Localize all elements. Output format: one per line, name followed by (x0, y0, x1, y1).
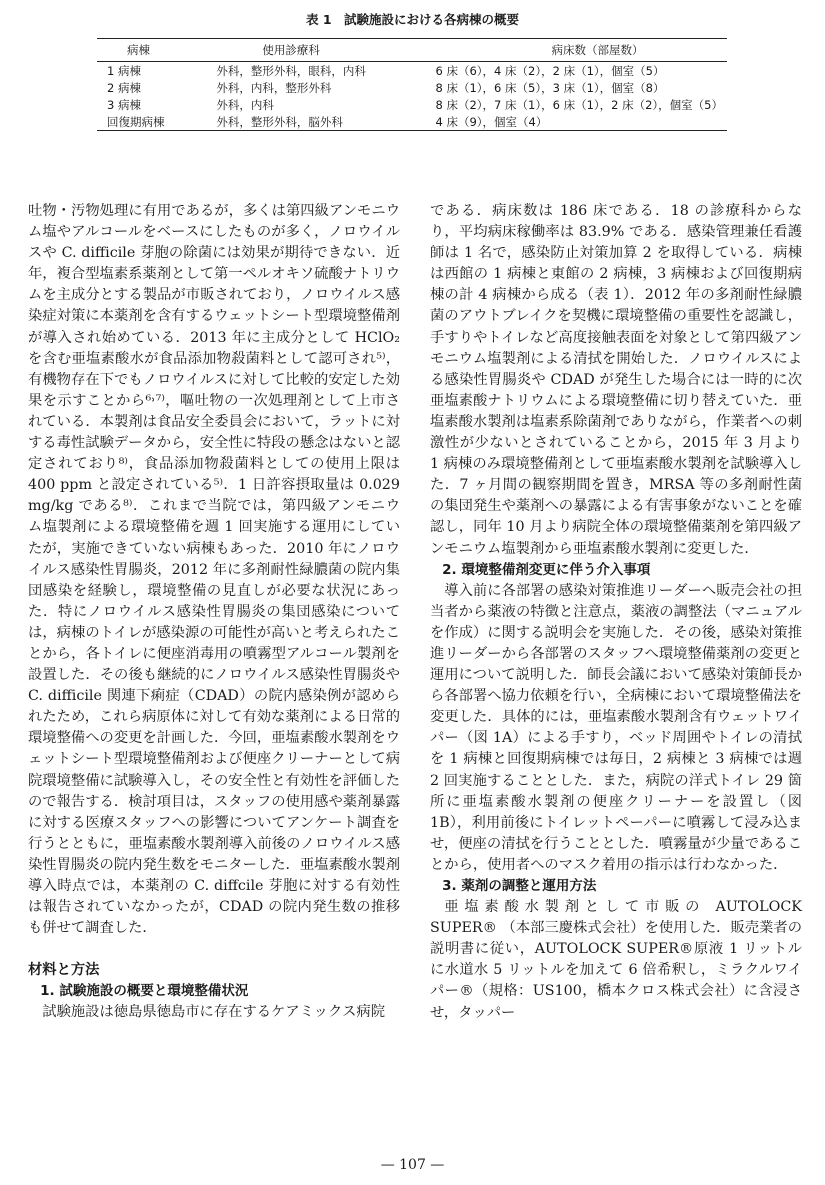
header-beds: 病床数（部屋数） (432, 39, 727, 62)
cell-departments: 外科，内科 (216, 97, 274, 112)
table-row (97, 96, 727, 113)
cell-ward: 1 病棟 (107, 63, 141, 78)
table-row (97, 113, 727, 131)
page-number: — 107 — (380, 1157, 445, 1173)
header-departments: 使用診療科 (212, 39, 431, 62)
cell-beds: 4 床（9），個室（4） (435, 114, 548, 129)
spacer (28, 939, 400, 960)
cell-ward: 3 病棟 (107, 97, 141, 112)
ward-table (97, 38, 727, 131)
cell-beds: 8 床（2），7 床（1），6 床（1），2 床（2），個室（5） (435, 97, 723, 112)
header-ward: 病棟 (97, 39, 212, 62)
table-title: 表 1 試験施設における各病棟の概要 (305, 12, 520, 27)
cell-ward: 2 病棟 (107, 80, 141, 95)
cell-ward: 回復期病棟 (107, 114, 165, 129)
cell-departments: 外科，整形外科，脳外科 (216, 114, 343, 129)
table-header-row (97, 39, 727, 62)
paragraph: 亜塩素酸水製剤として市販の AUTOLOCK SUPER® （本部三慶株式会社）を使用した．販売業者の説明書に従い，AUTOLOCK SUPER®原液 1 リットルに水道水 5 リットルを加えて 6 倍希釈し，ミラクルワイパー®（規格：US100，橋本クロス株式会社）に含浸させ，タッパー (430, 899, 817, 1021)
cell-beds: 6 床（6），4 床（2），2 床（1），個室（5） (435, 63, 665, 78)
right-column (430, 201, 817, 1024)
left-column (28, 201, 400, 1024)
cell-beds: 8 床（1），6 床（5），3 床（1），個室（8） (435, 80, 665, 95)
subsection-heading-2: 2. 環境整備剤変更に伴う介入事項 (442, 561, 651, 578)
intro-paragraph: 吐物・汚物処理に有用であるが，多くは第四級アンモニウム塩やアルコールをベースにしたものが多く，ノロウイルスや C. difficile 芽胞の除菌には効果が期待できない．近年，複合型塩素系薬剤として第一ペルオキソ硫酸ナトリウムを主成分とする製品が市販されており，ノロウイルス感染症対策に本薬剤を含有するウェットシート型環境整備剤が導入され始めている．2013 年に主成分として HClO₂ を含む亜塩素酸水が食品添加物殺菌料として認可され⁵⁾，有機物存在下でもノロウイルスに対して比較的安定した効果を示すことから⁶˒⁷⁾，嘔吐物の一次処理剤として上市されている．本製剤は食品安全委員会において，ラットに対する毒性試験データから，安全性に特段の懸念はないと認定されており⁸⁾，食品添加物殺菌料としての使用上限は 400 ppm と設定されている⁵⁾．1 日許容摂取量は 0.029 mg/kg である⁸⁾．これまで当院では，第四級アンモニウム塩製剤による環境整備を週 1 回実施する運用にしていたが，実施できていない病棟もあった．2010 年にノロウイルス感染性胃腸炎，2012 年に多剤耐性緑膿菌の院内集団感染を経験し，環境整備の見直しが必要な状況にあった．特にノロウイルス感染性胃腸炎の集団感染については，病棟のトイレが感染源の可能性が高いと考えられたことから，各トイレに便座消毒用の噴霧型アルコール製剤を設置した．その後も継続的にノロウイルス感染性胃腸炎や C. difficile 関連下痢症（CDAD）の院内感染例が認められたため，これら病原体に対して有効な薬剤による日常的環境整備への変更を計画した．今回，亜塩素酸水製剤をウェットシート型環境整備剤および便座クリーナーとして病院環境整備に試験導入し，その安全性と有効性を評価したので報告する．検討項目は，スタッフの使用感や薬剤暴露に対する医療スタッフへの影響についてアンケート調査を行うとともに，亜塩素酸水製剤導入前後のノロウイルス感染性胃腸炎の院内発生数をモニターした．亜塩素酸水製剤導入時点では，本薬剤の C. diffcile 芽胞に対する有効性は報告されていなかったが，CDAD の院内発生数の推移も併せて調査した． (28, 203, 400, 937)
section-heading-methods: 材料と方法 (28, 962, 100, 979)
subsection-heading-3: 3. 薬剤の調整と運用方法 (442, 878, 597, 894)
cell-departments: 外科，整形外科，眼科，内科 (216, 63, 366, 78)
table-row (97, 79, 727, 96)
table-row (97, 62, 727, 80)
subsection-heading-1: 1. 試験施設の概要と環境整備状況 (40, 983, 249, 1000)
paragraph: である．病床数は 186 床である．18 の診療科からなり，平均病床稼働率は 83.9% である．感染管理兼任看護師は 1 名で，感染防止対策加算 2 を取得している．病棟は西館の 1 病棟と東館の 2 病棟，3 病棟および回復期病棟の計 4 病棟から成る（表 1）．2012 年の多剤耐性緑膿菌のアウトブレイクを契機に環境整備の重要性を認識し，手すりやトイレなど高度接触表面を対象として第四級アンモニウム塩製剤による清拭を開始した．ノロウイルスによる感染性胃腸炎や CDAD が発生した場合には一時的に次亜塩素酸ナトリウムによる環境整備に切り替えていた．亜塩素酸水製剤は塩素系除菌剤でありながら，作業者への刺激性が少ないとされていることから，2015 年 3 月より 1 病棟のみ環境整備剤として亜塩素酸水製剤を試験導入した．7 ヶ月間の観察期間を置き，MRSA 等の多剤耐性菌の集団発生や薬剤への暴露による有害事象がないことを確認し，同年 10 月より病院全体の環境整備薬剤を第四級アンモニウム塩製剤から亜塩素酸水製剤に変更した． (430, 203, 802, 557)
paragraph: 試験施設は徳島県徳島市に存在するケアミックス病院 (42, 1004, 385, 1021)
cell-departments: 外科，内科，整形外科 (216, 80, 332, 95)
paragraph: 導入前に各部署の感染対策推進リーダーへ販売会社の担当者から薬液の特徴と注意点，薬液の調整法（マニュアルを作成）に関する説明会を実施した．その後，感染対策推進リーダーから各部署のスタッフへ環境整備薬剤の変更と運用について説明した．師長会議において感染対策師長から各部署へ協力依頼を行い，全病棟において環境整備法を変更した．具体的には，亜塩素酸水製剤含有ウェットワイパー（図 1A）による手すり，ベッド周囲やトイレの清拭を 1 病棟と回復期病棟では毎日，2 病棟と 3 病棟では週 2 回実施することとした．また，病院の洋式トイレ 29 箇所に亜塩素酸水製剤の便座クリーナーを設置し（図 1B），利用前後にトイレットペーパーに噴霧して浸み込ませ，便座の清拭を行うこととした．噴霧量が少量であることから，使用者へのマスク着用の指示は行わなかった． (430, 582, 802, 873)
